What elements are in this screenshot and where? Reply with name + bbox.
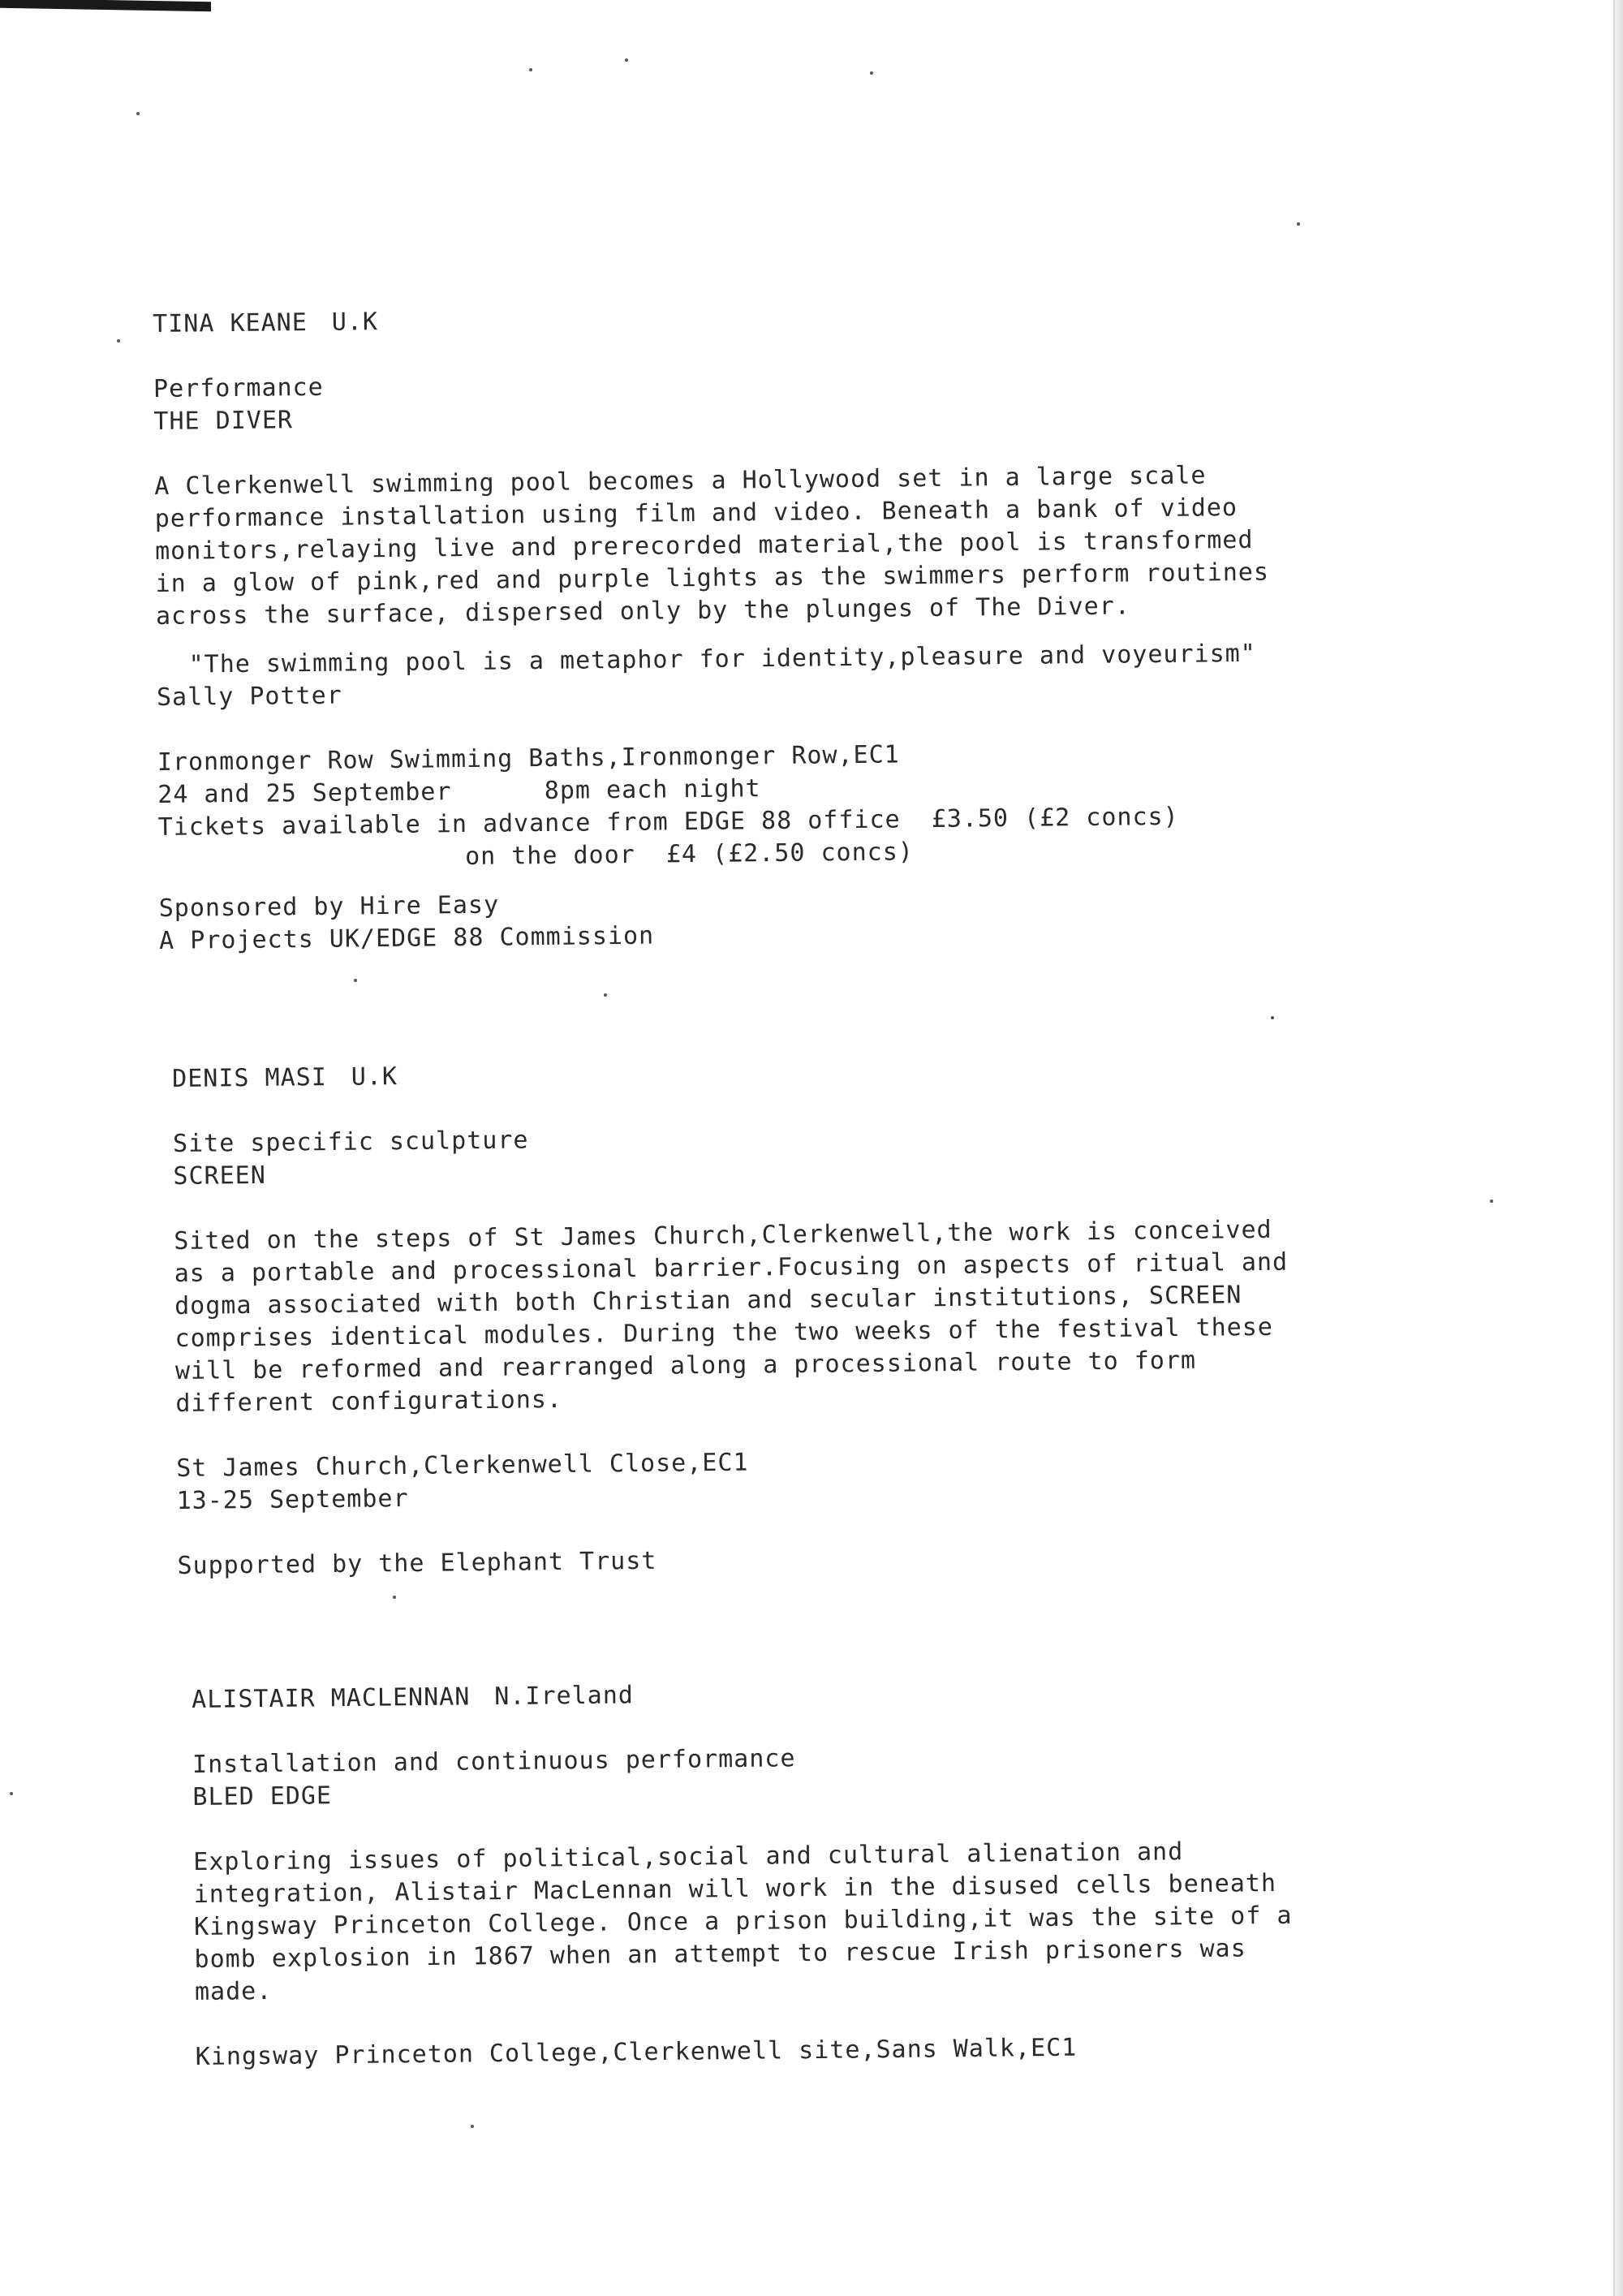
- scan-speck: [471, 2125, 474, 2128]
- artist-country: N.Ireland: [494, 1681, 635, 1712]
- work-title: SCREEN: [173, 1161, 267, 1191]
- dates: 24 and 25 September 8pm each night: [157, 774, 761, 809]
- scan-speck: [354, 979, 357, 982]
- work-type: Performance: [153, 373, 324, 403]
- scan-speck: [117, 339, 120, 342]
- description-line: A Clerkenwell swimming pool becomes a Hollywood set in a large scale: [154, 461, 1207, 501]
- dates: 13-25 September: [176, 1484, 409, 1515]
- description-line: integration, Alistair MacLennan will work in the disused cells beneath: [193, 1869, 1277, 1909]
- artist-name: DENIS MASI: [172, 1063, 328, 1093]
- description-line: across the surface, dispersed only by the plunges of The Diver.: [155, 592, 1130, 631]
- scan-speck: [1297, 222, 1300, 226]
- description-line: made.: [194, 1976, 273, 2006]
- artist-name: TINA KEANE: [153, 308, 308, 338]
- quote: "The swimming pool is a metaphor for identity,pleasure and voyeurism": [188, 639, 1256, 679]
- venue: Ironmonger Row Swimming Baths,Ironmonger Row,EC1: [157, 740, 900, 777]
- artist-country: U.K: [351, 1062, 398, 1092]
- entry-alistair-maclennan: [192, 1673, 1294, 2074]
- entry-tina-keane: [153, 297, 1273, 958]
- sponsor: Sponsored by Hire Easy: [158, 890, 500, 923]
- scan-speck: [625, 58, 628, 62]
- description-line: Sited on the steps of St James Church,Clerkenwell,the work is conceived: [174, 1215, 1272, 1256]
- artist-country: U.K: [331, 308, 379, 337]
- commission: A Projects UK/EDGE 88 Commission: [158, 921, 655, 955]
- scan-speck: [1490, 1200, 1493, 1203]
- scan-speck: [10, 1792, 13, 1795]
- scan-page-edge: [1613, 0, 1623, 2296]
- description-line: different configurations.: [175, 1385, 563, 1418]
- description-line: comprises identical modules. During the two weeks of the festival these: [174, 1312, 1274, 1353]
- work-type: Installation and continuous performance: [192, 1744, 796, 1779]
- description-line: Kingsway Princeton College. Once a prison building,it was the site of a: [193, 1901, 1293, 1941]
- work-title: THE DIVER: [153, 406, 294, 436]
- scan-corner-mark: [0, 0, 211, 11]
- scan-speck: [136, 112, 140, 115]
- venue: St James Church,Clerkenwell Close,EC1: [176, 1448, 749, 1483]
- description-line: as a portable and processional barrier.Focusing on aspects of ritual and: [174, 1247, 1289, 1288]
- support: Supported by the Elephant Trust: [177, 1546, 657, 1580]
- scan-speck: [393, 1596, 396, 1599]
- description-line: dogma associated with both Christian and secular institutions, SCREEN: [174, 1281, 1242, 1320]
- entry-denis-masi: [172, 1052, 1291, 1583]
- artist-name: ALISTAIR MACLENNAN: [192, 1682, 471, 1714]
- description-line: monitors,relaying live and prerecorded material,the pool is transformed: [154, 525, 1254, 566]
- quote-author: Sally Potter: [156, 681, 342, 712]
- scan-speck: [604, 993, 607, 997]
- scan-speck: [529, 68, 532, 71]
- work-type: Site specific sculpture: [172, 1126, 529, 1158]
- tickets: Tickets available in advance from EDGE 88 office £3.50 (£2 concs): [157, 802, 1179, 842]
- work-title: BLED EDGE: [192, 1781, 333, 1811]
- description-line: performance installation using film and video. Beneath a bank of video: [154, 493, 1238, 533]
- scan-speck: [1271, 1016, 1274, 1019]
- description-line: Exploring issues of political,social and cultural alienation and: [193, 1837, 1184, 1876]
- tickets-door: on the door £4 (£2.50 concs): [464, 838, 915, 872]
- scan-speck: [870, 71, 873, 75]
- description-line: in a glow of pink,red and purple lights as the swimmers perform routines: [155, 558, 1270, 598]
- description-line: bomb explosion in 1867 when an attempt to rescue Irish prisoners was: [194, 1934, 1246, 1974]
- description-line: will be reformed and rearranged along a processional route to form: [174, 1346, 1197, 1385]
- venue: Kingsway Princeton College,Clerkenwell site,Sans Walk,EC1: [195, 2033, 1078, 2071]
